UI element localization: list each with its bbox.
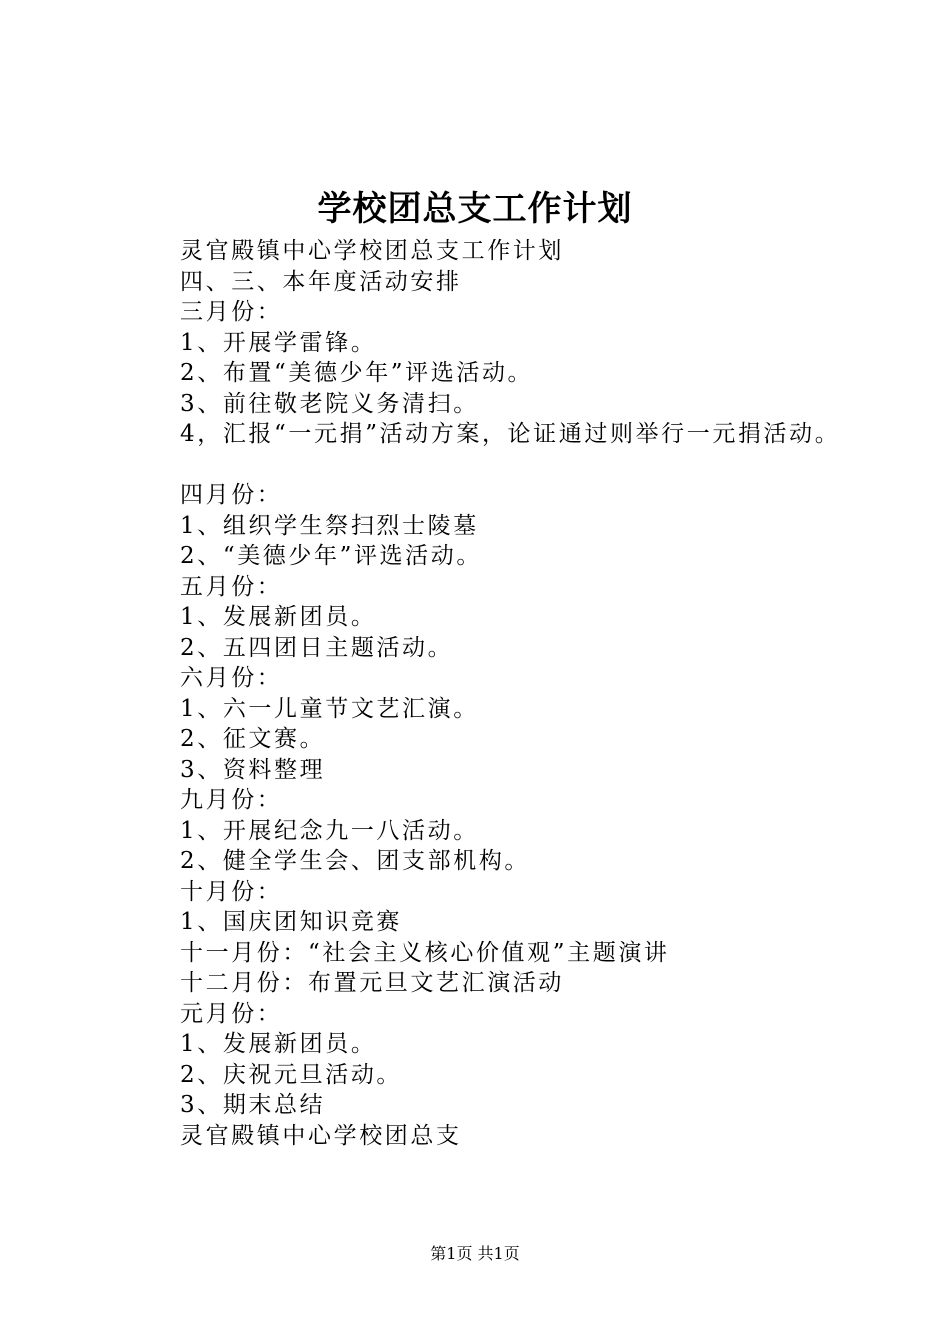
body-line: 九月份： xyxy=(180,787,283,813)
body-line: 3、资料整理 xyxy=(180,756,326,783)
body-line: 六月份： xyxy=(180,665,283,691)
body-line: 2、健全学生会、团支部机构。 xyxy=(180,848,531,874)
document-title: 学校团总支工作计划 xyxy=(317,189,633,229)
body-line: 2、庆祝元旦活动。 xyxy=(180,1061,403,1088)
body-line: 1、发展新团员。 xyxy=(180,1031,377,1057)
body-line: 元月份： xyxy=(180,1000,283,1027)
blank-line xyxy=(180,450,920,481)
body-line: 2、征文赛。 xyxy=(180,726,326,752)
body-line: 1、开展纪念九一八活动。 xyxy=(180,817,479,844)
body-line: 1、组织学生祭扫烈士陵墓 xyxy=(180,512,479,539)
body-line: 十一月份：“社会主义核心价值观”主题演讲 xyxy=(180,939,670,966)
document-body xyxy=(180,236,920,1151)
body-line: 1、国庆团知识竞赛 xyxy=(180,909,403,935)
body-line: 十月份： xyxy=(180,878,283,905)
body-line: 十二月份：布置元旦文艺汇演活动 xyxy=(180,970,564,996)
body-line: 2、“美德少年”评选活动。 xyxy=(180,543,482,569)
body-line: 四月份： xyxy=(180,482,283,508)
body-line: 3、前往敬老院义务清扫。 xyxy=(180,390,479,417)
body-line: 三月份： xyxy=(180,299,283,325)
body-line: 1、开展学雷锋。 xyxy=(180,329,377,356)
body-line: 2、布置“美德少年”评选活动。 xyxy=(180,360,534,386)
body-line: 1、六一儿童节文艺汇演。 xyxy=(180,695,479,722)
body-line: 1、发展新团员。 xyxy=(180,604,377,630)
body-line: 灵官殿镇中心学校团总支工作计划 xyxy=(180,238,564,264)
body-line: 4，汇报“一元捐”活动方案，论证通过则举行一元捐活动。 xyxy=(180,421,841,447)
body-line: 灵官殿镇中心学校团总支 xyxy=(180,1122,462,1149)
page-footer: 第1页 共1页 xyxy=(430,1244,520,1263)
body-line: 四、三、本年度活动安排 xyxy=(180,268,462,295)
body-line: 3、期末总结 xyxy=(180,1092,326,1118)
body-line: 2、五四团日主题活动。 xyxy=(180,634,454,661)
body-line: 五月份： xyxy=(180,573,283,600)
